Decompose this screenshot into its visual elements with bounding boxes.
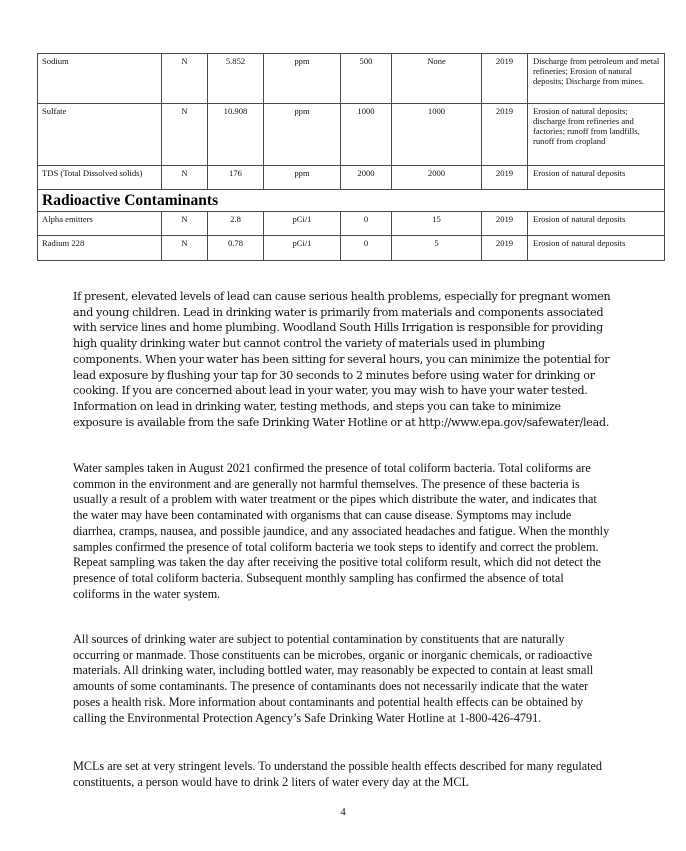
source-cell: Erosion of natural deposits; discharge from refineries and factories; runoff from landfills, runoff from cropland (528, 104, 665, 166)
year-cell: 2019 (482, 212, 528, 236)
level-detected-cell: 2.8 (208, 212, 264, 236)
mclg-cell: 0 (341, 212, 392, 236)
unit-cell: pCi/1 (264, 212, 341, 236)
violation-cell: N (162, 236, 208, 261)
level-detected-cell: 176 (208, 166, 264, 190)
table-row (38, 54, 665, 104)
level-detected-cell: 10.908 (208, 104, 264, 166)
year-cell: 2019 (482, 104, 528, 166)
source-cell: Erosion of natural deposits (528, 236, 665, 261)
contaminant-name: Alpha emitters (38, 212, 162, 236)
contamination-sources-paragraph: All sources of drinking water are subject to potential contamination by constituents that are naturally occurring or manmade. Those constituents can be microbes, organic or inorganic chemicals, or radioactive materials. All drinking water, including bottled water, may reasonably be expected to contain at least small amounts of some contaminants. The presence of contaminants does not necessarily indicate that the water poses a health risk. More information about contaminants and potential health effects can be obtained by calling the Environmental Protection Agency’s Safe Drinking Water Hotline at 1-800-426-4791. (73, 632, 594, 725)
source-cell: Discharge from petroleum and metal refineries; Erosion of natural deposits; Discharge from mines. (528, 54, 665, 104)
year-cell: 2019 (482, 166, 528, 190)
violation-cell: N (162, 166, 208, 190)
mcl-cell: 15 (392, 212, 482, 236)
mcl-cell: 5 (392, 236, 482, 261)
unit-cell: pCi/1 (264, 236, 341, 261)
section-header-row (38, 190, 665, 212)
mclg-cell: 1000 (341, 104, 392, 166)
table-row (38, 104, 665, 166)
contaminant-name: Sodium (38, 54, 162, 104)
level-detected-cell: 0.78 (208, 236, 264, 261)
table-row (38, 236, 665, 261)
violation-cell: N (162, 212, 208, 236)
unit-cell: ppm (264, 54, 341, 104)
contaminant-name: Radium 228 (38, 236, 162, 261)
year-cell: 2019 (482, 54, 528, 104)
violation-cell: N (162, 104, 208, 166)
coliform-paragraph: Water samples taken in August 2021 confirmed the presence of total coliform bacteria. Total coliforms are common in the environment and are generally not harmful themselves. The presence of these bacteria is usually a result of a problem with water treatment or the pipes which distribute the water, and indicates that the water may have been contaminated with organisms that can cause disease. Symptoms may include diarrhea, cramps, nausea, and possible jaundice, and any associated headaches and fatigue. When the monthly samples confirmed the presence of total coliform bacteria we took steps to identify and correct the problem. Repeat sampling was taken the day after receiving the positive total coliform result, which did not detect the presence of total coliform bacteria. Subsequent monthly sampling has confirmed the absence of total coliforms in the water system. (73, 461, 610, 601)
mclg-cell: 0 (341, 236, 392, 261)
source-cell: Erosion of natural deposits (528, 212, 665, 236)
water-quality-table (37, 53, 665, 261)
page-number: 4 (340, 806, 346, 818)
unit-cell: ppm (264, 166, 341, 190)
unit-cell: ppm (264, 104, 341, 166)
lead-paragraph: If present, elevated levels of lead can cause serious health problems, especially for pregnant women and young children. Lead in drinking water is primarily from materials and components associated with service lines and home plumbing. Woodland South Hills Irrigation is responsible for providing high quality drinking water but cannot control the variety of materials used in plumbing components. When your water has been sitting for several hours, you can minimize the potential for lead exposure by flushing your tap for 30 seconds to 2 minutes before using water for drinking or cooking. If you are concerned about lead in your water, you may wish to have your water tested. Information on lead in drinking water, testing methods, and steps you can take to minimize exposure is available from the safe Drinking Water Hotline or at http://www.epa.gov/safewater/lead. (73, 290, 611, 429)
mcl-cell: 1000 (392, 104, 482, 166)
mcl-cell: 2000 (392, 166, 482, 190)
table-row (38, 166, 665, 190)
section-header-cell (38, 190, 665, 212)
contaminant-name: TDS (Total Dissolved solids) (38, 166, 162, 190)
level-detected-cell: 5.852 (208, 54, 264, 104)
section-title: Radioactive Contaminants (42, 192, 219, 209)
year-cell: 2019 (482, 236, 528, 261)
table-row (38, 212, 665, 236)
violation-cell: N (162, 54, 208, 104)
source-cell: Erosion of natural deposits (528, 166, 665, 190)
mclg-cell: 500 (341, 54, 392, 104)
mclg-cell: 2000 (341, 166, 392, 190)
contaminant-name: Sulfate (38, 104, 162, 166)
mcl-paragraph: MCLs are set at very stringent levels. To understand the possible health effects described for many regulated constituents, a person would have to drink 2 liters of water every day at the MCL (73, 759, 603, 789)
mcl-cell: None (392, 54, 482, 104)
